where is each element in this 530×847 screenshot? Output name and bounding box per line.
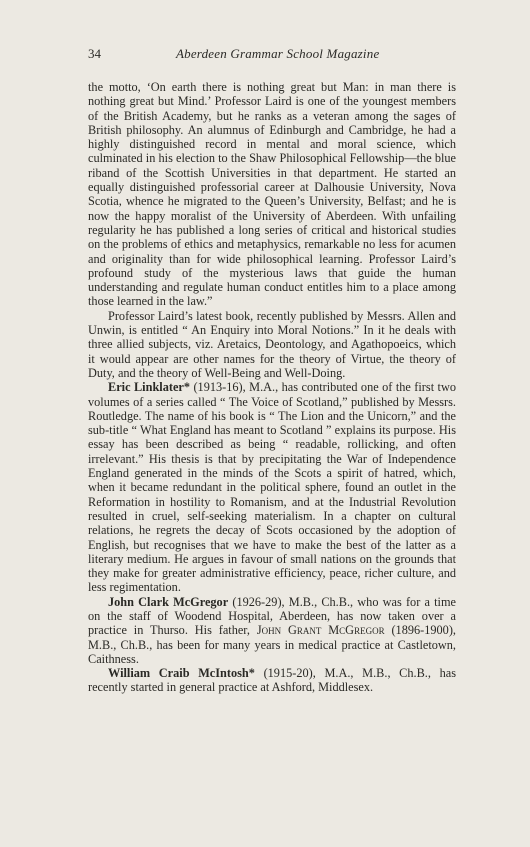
page-header: [88, 46, 456, 66]
paragraph-mcintosh: [88, 666, 456, 695]
person-name-william-craib-mcintosh: William Craib McIntosh*: [108, 666, 255, 681]
running-title: Aberdeen Grammar School Magazine: [176, 46, 380, 61]
person-name-john-clark-mcgregor: John Clark McGregor: [108, 594, 229, 609]
paragraph-text: (1913-16), M.A., has contributed one of the first two volumes of a series called “ The Voice of Scotland,” published by Messrs. Routledge. The name of his book is “ The Lion and the Unicorn,” and the sub-title “ What England has meant to Scotland ” explains its purpose. His essay has been described as being “ readable, rollicking, and often irrelevant.” His thesis is that by precipitating the War of Independence England generated in the minds of the Scots a spirit of hatred, which, when it became redundant in the political sphere, found an outlet in the Reformation in hostility to Romanism, and at the Industrial Revolution resulted in cruel, self-seeking materialism. In a chapter on cultural relations, he regrets the decay of Scots occasioned by the adoption of English, but recognises that we have to make the best of the latter as a literary medium. He argues in favour of small nations on the grounds that they make for greater administrative efficiency, peace, richer culture, and less regimentation.: [88, 380, 457, 595]
page-number: 34: [88, 46, 101, 61]
paragraph-text: (1926-29), M.B., Ch.B., who was for a time on the staff of Woodend Hospital, Aberdeen, has now taken over a practice in Thurso. His father,: [88, 594, 456, 638]
person-name-john-grant-mcgregor: John Grant McGregor: [256, 623, 385, 638]
paragraph-linklater: [88, 380, 456, 594]
paragraph-laird-motto: the motto, ‘On earth there is nothing great but Man: in man there is nothing great but Mind.’ Professor Laird is one of the youngest members of the British Academy, but he ranks as a veteran among the sages of British philosophy. An alumnus of Edinburgh and Cambridge, he had a highly distinguished record in mental and moral science, which culminated in his election to the Shaw Philosophical Fellowship—the blue riband of the Scottish Universities in that department. He started an equally distinguished professorial career at Dalhousie University, Nova Scotia, whence he migrated to the Queen’s University, Belfast; and he is now the happy moralist of the University of Aberdeen. With unfailing regularity he has published a long series of critical and historical studies on the problems of ethics and metaphysics, remarkable no less for acumen and originality than for wide philosophical learning. Professor Laird’s profound study of the mysterious laws that guide the human understanding and regulate human conduct entitles him to a place among those learned in the law.”: [88, 80, 456, 309]
paragraph-text: (1896-1900), M.B., Ch.B., has been for many years in medical practice at Castletown, Caithness.: [88, 623, 456, 666]
paragraph-laird-book: Professor Laird’s latest book, recently published by Messrs. Allen and Unwin, is entitled “ An Enquiry into Moral Notions.” In it he deals with three allied subjects, viz. Aretaics, Deontology, and Agathopoeics, which it would appear are other names for the theory of Virtue, the theory of Duty, and the theory of Well-Being and Well-Doing.: [88, 308, 456, 380]
paragraph-text: (1915-20), M.A., M.B., Ch.B., has recently started in general practice at Ashford, Middlesex.: [88, 666, 457, 695]
person-name-eric-linklater: Eric Linklater*: [108, 380, 191, 395]
paragraph-mcgregor: [88, 595, 456, 666]
article-body: [88, 80, 456, 695]
